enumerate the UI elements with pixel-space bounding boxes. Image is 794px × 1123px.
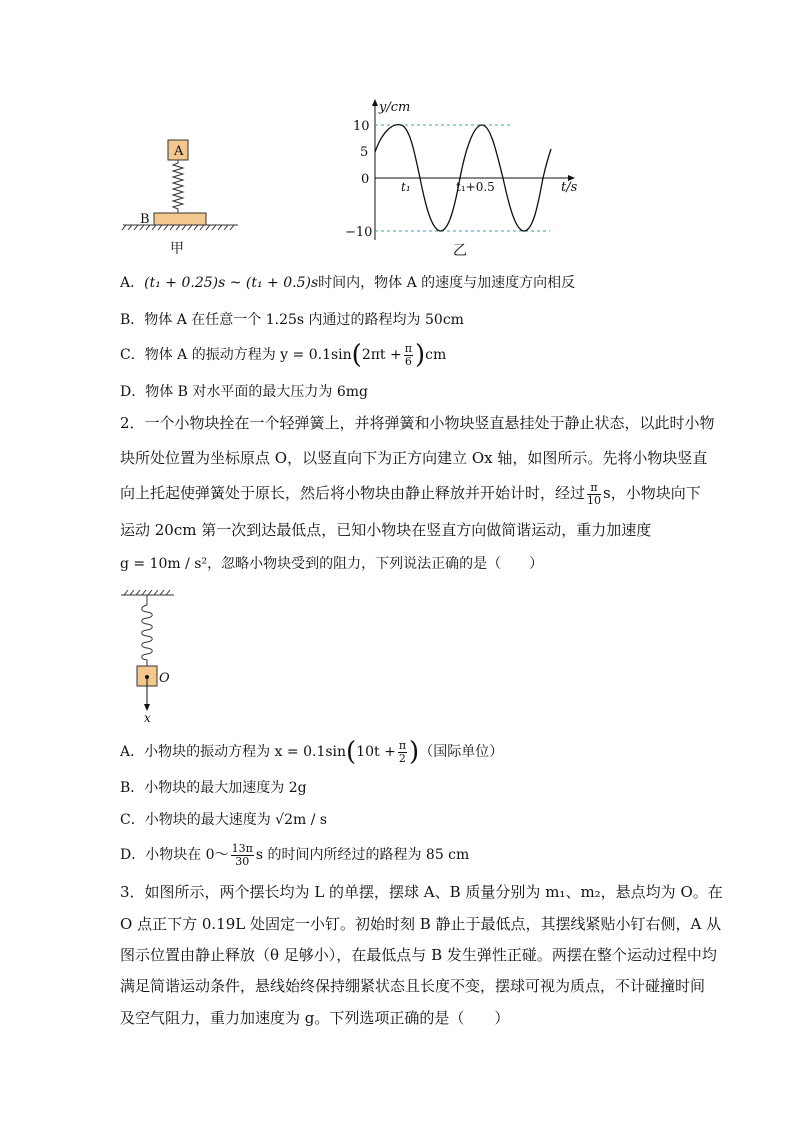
q2-line-2: 块所处位置为坐标原点 O，以竖直向下为正方向建立 Ox 轴，如图所示。先将小物块竖直	[120, 449, 708, 467]
ceiling-hatch	[124, 590, 170, 595]
q1-option-c-inner: 2πt +	[361, 347, 402, 363]
q1-option-d: D．物体 B 对水平面的最大压力为 6mg	[120, 384, 369, 400]
q2-line-5: g = 10m / s²，忽略小物块受到的阻力，下列说法正确的是（ ）	[120, 556, 544, 572]
caption-jia: 甲	[170, 241, 184, 257]
q1-option-c-frac: $\frac{\pi}{6}$	[404, 341, 412, 368]
x-axis-down-arrow	[144, 704, 150, 711]
q3-line-4: 满足简谐运动条件，悬线始终保持绷紧状态且长度不变，摆球可视为质点，不计碰撞时间	[120, 977, 706, 995]
q1-option-a-math: (t₁ + 0.25)s ~ (t₁ + 0.5)s	[144, 275, 319, 291]
hanging-spring	[142, 595, 153, 666]
q2-option-a-frac: $\frac{\pi}{2}$	[398, 738, 407, 765]
q3-line-2: O 点正下方 0.19L 处固定一小钉。初始时刻 B 静止于最低点，其摆线紧贴小钉右侧，A 从	[120, 915, 722, 933]
origin-label: O	[159, 671, 170, 686]
q1-option-c-prefix: C．物体 A 的振动方程为 y = 0.1sin	[120, 347, 352, 363]
tick-5: 5	[360, 145, 369, 160]
q2-option-b: B．小物块的最大加速度为 2g	[120, 780, 307, 796]
q1-option-c-unit: cm	[425, 347, 447, 363]
ground-hatch	[122, 225, 234, 230]
q2-line-3: 向上托起使弹簧处于原长，然后将小物块由静止释放并开始计时，经过 $\frac{\pi}{10}$ s，小物块向下	[120, 480, 701, 507]
q2-option-d: D．小物块在 0～ $\frac{13\pi}{30}$ s 的时间内所经过的路程为 85 cm	[120, 841, 470, 868]
y-axis-arrow	[372, 99, 378, 106]
spring	[173, 160, 183, 213]
y-axis-label: y/cm	[379, 100, 411, 115]
block-a-label: A	[174, 144, 184, 159]
figure-hanging-spring	[118, 585, 188, 725]
q1-option-a	[120, 273, 575, 293]
x-axis-label: t/s	[561, 180, 578, 195]
q2-line-4: 运动 20cm 第一次到达最低点，已知小物块在竖直方向做简谐运动，重力加速度	[120, 521, 652, 539]
tick-neg10: −10	[345, 225, 373, 240]
tick-0: 0	[361, 172, 370, 187]
q2-line-3-frac: $\frac{\pi}{10}$	[587, 480, 602, 507]
q3-line-5: 及空气阻力，重力加速度为 g。下列选项正确的是（ ）	[120, 1009, 510, 1027]
x-axis-down-label: x	[144, 711, 151, 725]
q2-option-d-frac: $\frac{13\pi}{30}$	[231, 841, 253, 868]
figure-yi	[335, 95, 595, 260]
q1-option-b: B．物体 A 在任意一个 1.25s 内通过的路程均为 50cm	[120, 312, 464, 328]
q3-line-1: 3．如图所示，两个摆长均为 L 的单摆，摆球 A、B 质量分别为 m₁、m₂，悬点均为 O。在	[120, 883, 723, 901]
q2-line-1: 2．一个小物块拴在一个轻弹簧上，并将弹簧和小物块竖直悬挂处于静止状态，以此时小物	[120, 414, 715, 432]
t1-plus-label: t₁+0.5	[456, 180, 495, 194]
t1-label: t₁	[401, 180, 411, 194]
figure-jia	[118, 135, 248, 260]
tick-10: 10	[353, 119, 370, 134]
q3-line-3: 图示位置由静止释放（θ 足够小），在最低点与 B 发生弹性正碰。两摆在整个运动过程中均	[120, 946, 717, 964]
block-b	[154, 213, 206, 225]
q1-option-a-text: 时间内，物体 A 的速度与加速度方向相反	[318, 275, 576, 291]
q2-option-a: A．小物块的振动方程为 x = 0.1sin(10t + $\frac{\pi}{2}$ )（国际单位）	[120, 737, 504, 767]
q1-option-c: C．物体 A 的振动方程为 y = 0.1sin(2πt + $\frac{\pi}{6}$ )cm	[120, 340, 447, 370]
q1-option-a-prefix: A．	[120, 275, 145, 291]
block-b-label: B	[140, 212, 150, 227]
q2-option-c: C．小物块的最大速度为 √2m / s	[120, 812, 328, 828]
caption-yi: 乙	[453, 243, 467, 259]
